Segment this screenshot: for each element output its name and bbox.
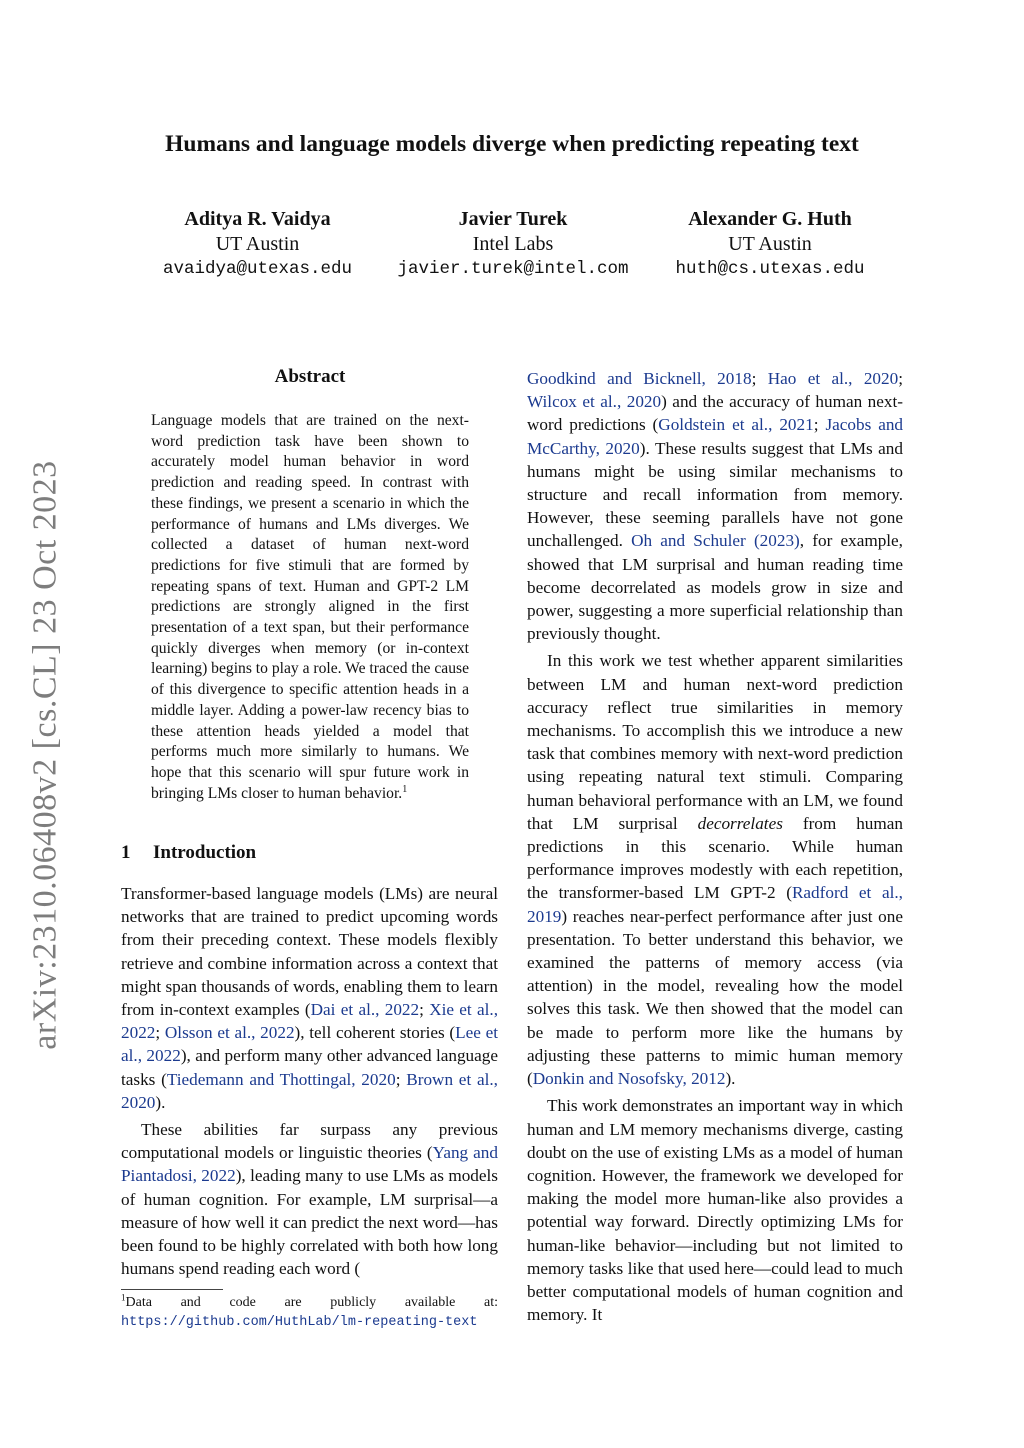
citation-link[interactable]: Wilcox et al., 2020 [527,392,662,412]
citation-link[interactable]: Goldstein et al., 2021 [658,415,814,435]
footnote-divider [121,1289,223,1290]
author-3 [658,206,882,282]
text-span: , for example, showed that LM surprisal and human reading time become decorrelated as models grow in size and power, suggesting a more superficial relationship than previously thought. [527,531,903,644]
text-span: ), tell coherent stories ( [294,1023,456,1043]
author-affiliation: UT Austin [215,233,300,255]
citation-link[interactable]: Dai et al., 2022 [310,1000,420,1020]
author-name: Aditya R. Vaidya [184,208,331,230]
author-email[interactable]: huth@cs.utexas.edu [675,259,865,279]
right-column [527,367,903,1326]
abstract-text: Language models that are trained on the next-word prediction task have been shown to accurately model human behavior in word prediction and reading speed. In contrast with these findings, we present a scenario in which the performance of humans and LMs diverges. We collected a dataset of human next-word predictions for five stimuli that are formed by repeating spans of text. Human and GPT-2 LM predictions are strongly aligned in the first presentation of a text span, but their performance quickly diverges when memory (or in-context learning) begins to play a role. We traced the cause of this divergence to specific attention heads in a middle layer. Adding a power-law recency bias to these attention heads yielded a model that performs much more similarly to humans. We hope that this scenario will spur future work in bringing LMs closer to human behavior. [151,412,469,802]
author-1 [150,206,365,282]
author-name: Javier Turek [458,208,568,230]
text-span: ; [155,1023,165,1043]
citation-link[interactable]: Brown et al., 2020 [121,1069,498,1112]
citation-link[interactable]: Yang and Piantadosi, 2022 [121,1143,498,1186]
footnote-url[interactable]: https://github.com/HuthLab/lm-repeating-text [121,1315,478,1330]
text-span: ; [419,1000,430,1020]
citation-link[interactable]: Radford et al., 2019 [527,883,903,926]
paragraph [121,882,498,1114]
text-span: This work demonstrates an important way in which human and LM memory mechanisms diverge, casting doubt on the use of existing LMs as a model of human cognition. However, the framework we developed for making the model more human-like also provides a potential way forward. Directly optimizing LMs for human-like behavior—including but not limited to memory tasks like that used here—could lead to much better computational models of human cognition and memory. It [527,1096,903,1325]
text-span: ; [395,1069,407,1089]
paragraph [527,649,903,1090]
author-affiliation: UT Austin [728,233,812,255]
citation-link[interactable]: Goodkind and Bicknell, 2018 [527,369,752,388]
text-span: ). [155,1092,166,1112]
paragraph [527,1094,903,1326]
citation-link[interactable]: Olsson et al., 2022 [164,1023,295,1043]
citation-link[interactable]: Jacobs and McCarthy, 2020 [527,415,904,458]
text-span: from human predictions in this scenario. While human performance improves modestly with each repetition, the transformer-based LM GPT-2 ( [527,813,903,903]
section-number: 1 [121,842,131,863]
citation-link[interactable]: Donkin and Nosofsky, 2012 [532,1069,726,1089]
text-span: Transformer-based language models (LMs) are neural networks that are trained to predict upcoming words from their preceding context. These models flexibly retrieve and combine information across a context that might span thousands of words, enabling them to learn from in-context examples ( [121,884,498,1020]
author-email[interactable]: javier.turek@intel.com [397,259,629,279]
paper-title: Humans and language models diverge when predicting repeating text [165,131,859,157]
citation-link[interactable]: Hao et al., 2020 [767,369,899,388]
abstract-heading: Abstract [274,366,346,387]
paragraph [121,1118,498,1280]
citation-link[interactable]: Xie et al., 2022 [121,1000,498,1043]
text-span: ), and perform many other advanced language tasks ( [121,1046,499,1089]
footnote [121,1293,498,1332]
footnote-mark: 1 [121,1292,126,1303]
text-span: ), leading many to use LMs as models of human cognition. For example, LM surprisal—a measure of how well it can predict the next word—has been found to be highly correlated with both how long humans spend reading each word ( [121,1166,498,1279]
citation-link[interactable]: Tiedemann and Thottingal, 2020 [166,1069,396,1089]
text-span: These abilities far surpass any previous computational models or linguistic theories ( [121,1120,498,1163]
text-span: ) and the accuracy of human next-word predictions ( [527,392,903,435]
footnote-text: Data and code are publicly available at: [125,1295,498,1310]
text-span: ; [813,415,826,435]
author-name: Alexander G. Huth [688,208,852,230]
text-span: ). These results suggest that LMs and humans might be using similar mechanisms to structure and recall information from memory. However, these seeming parallels have not gone unchallenged. [527,438,903,551]
text-span: In this work we test whether apparent similarities between LM and human next-word prediction accuracy reflect true similarities in memory mechanisms. To accomplish this we introduce a new task that combines memory with next-word prediction using repeating natural text stimuli. Comparing human behavioral performance with an LM, we found that LM surprisal [527,651,903,833]
arxiv-identifier-text: arXiv:2310.06408v2 [cs.CL] 23 Oct 2023 [27,460,64,1050]
author-affiliation: Intel Labs [472,233,554,255]
paragraph [527,367,903,645]
abstract [151,411,469,804]
citation-link[interactable]: Oh and Schuler (2023) [631,531,800,551]
author-email[interactable]: avaidya@utexas.edu [162,259,353,279]
text-span: ; [751,369,768,388]
text-span: ). [725,1069,736,1089]
left-column [121,882,498,1280]
text-span: ) reaches near-perfect performance after just one presentation. To better understand this behavior, we examined the patterns of memory access (via attention) in the model, revealing how the model solves this task. We then showed that the model can be made to perform more like the humans by adjusting these patterns to mimic human memory ( [527,906,903,1089]
citation-link[interactable]: Lee et al., 2022 [121,1023,499,1066]
footnote-ref[interactable]: 1 [402,783,408,795]
section-heading [121,842,256,864]
section-title: Introduction [153,842,257,863]
arxiv-identifier [28,455,64,1055]
emphasis: decorrelates [697,813,783,833]
text-span: ; [898,369,903,388]
author-2 [378,206,648,282]
